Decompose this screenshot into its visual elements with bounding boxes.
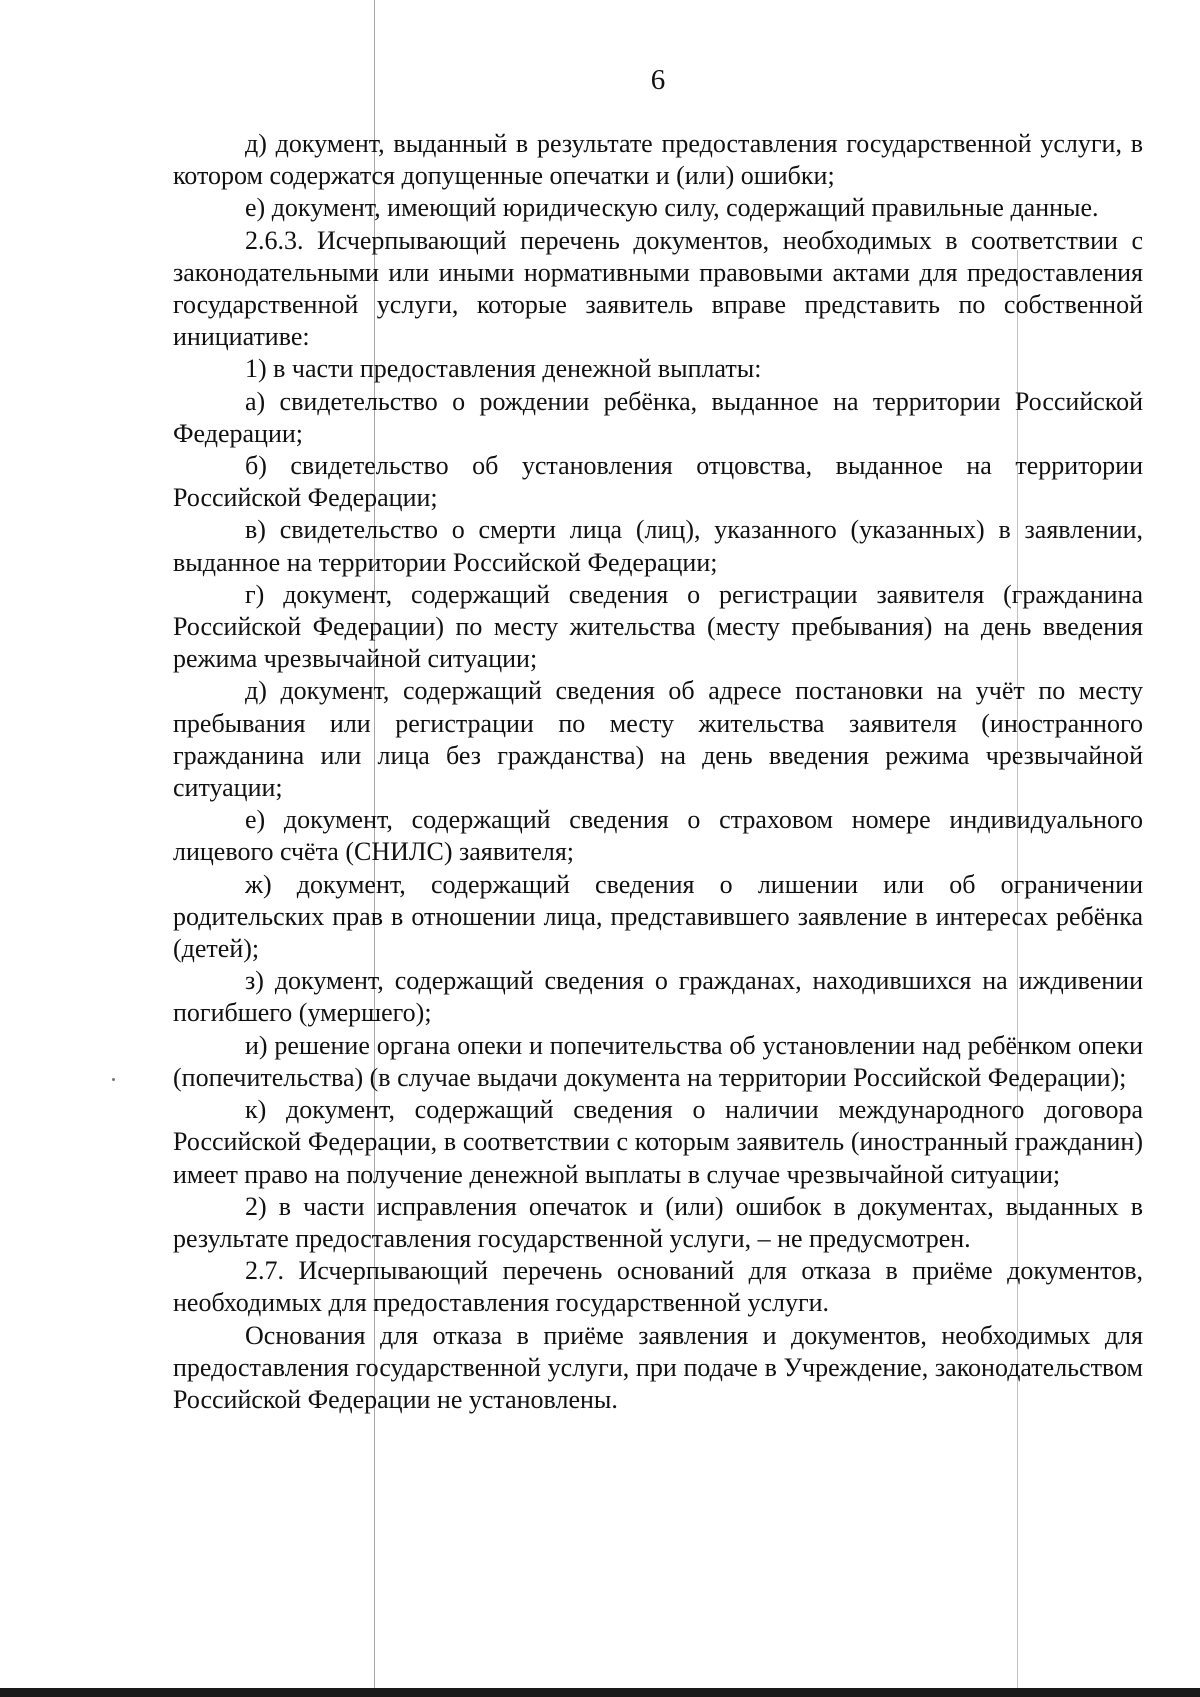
paragraph-item-1: 1) в части предоставления денежной выплаты: [245,354,762,384]
paragraph-2-6-3: 2.6.3. Исчерпывающий перечень документов, необходимых в соответствии с законодательными или иными нормативными правовыми актами для предоставления государственной услуги, которые заявитель вправе представить по собственной инициативе: [173,225,1143,352]
paragraph-item-z: з) документ, содержащий сведения о гражданах, находившихся на иждивении погибшего (умершего); [173,966,1143,1028]
paragraph-item-i: и) решение органа опеки и попечительства об установлении над ребёнком опеки (попечительства) (в случае выдачи документа на территории Российской Федерации); [173,1030,1143,1092]
paragraph-item-d: д) документ, содержащий сведения об адресе постановки на учёт по месту пребывания или регистрации по месту жительства заявителя (иностранного гражданина или лица без гражданства) на день введения режима чрезвычайной ситуации; [173,676,1143,803]
page-number: 6 [650,64,666,96]
paragraph-item-k: к) документ, содержащий сведения о наличии международного договора Российской Федерации, в соответствии с которым заявитель (иностранный гражданин) имеет право на получение денежной выплаты в случае чрезвычайной ситуации; [173,1095,1143,1189]
paragraph-item-g: г) документ, содержащий сведения о регистрации заявителя (гражданина Российской Федерации) по месту жительства (месту пребывания) на день введения режима чрезвычайной ситуации; [173,579,1143,674]
paragraph-item-zh: ж) документ, содержащий сведения о лишении или об ограничении родительских прав в отношении лица, представившего заявление в интересах ребёнка (детей); [173,869,1143,964]
paragraph-2-7: 2.7. Исчерпывающий перечень оснований для отказа в приёме документов, необходимых для предоставления государственной услуги. [173,1256,1143,1318]
paragraph-item-b: б) свидетельство об установления отцовства, выданное на территории Российской Федерации; [173,451,1143,513]
paragraph-e-document-correct: е) документ, имеющий юридическую силу, содержащий правильные данные. [245,193,1099,223]
paragraph-grounds: Основания для отказа в приёме заявления и документов, необходимых для предоставления государственной услуги, при подаче в Учреждение, законодательством Российской Федерации не установлены. [173,1320,1143,1414]
scan-artifact-dot [112,1078,115,1081]
paragraph-item-v: в) свидетельство о смерти лица (лиц), указанного (указанных) в заявлении, выданное на территории Российской Федерации; [173,515,1143,577]
paragraph-item-a: а) свидетельство о рождении ребёнка, выданное на территории Российской Федерации; [173,386,1143,448]
scan-bottom-edge [0,1688,1200,1697]
paragraph-item-2: 2) в части исправления опечаток и (или) ошибок в документах, выданных в результате предоставления государственной услуги, – не предусмотрен. [173,1191,1143,1253]
paragraph-d-document-errors: д) документ, выданный в результате предоставления государственной услуги, в котором содержатся допущенные опечатки и (или) ошибки; [173,129,1143,191]
document-body [173,128,1143,1416]
paragraph-item-e: е) документ, содержащий сведения о страховом номере индивидуального лицевого счёта (СНИЛС) заявителя; [173,805,1143,867]
